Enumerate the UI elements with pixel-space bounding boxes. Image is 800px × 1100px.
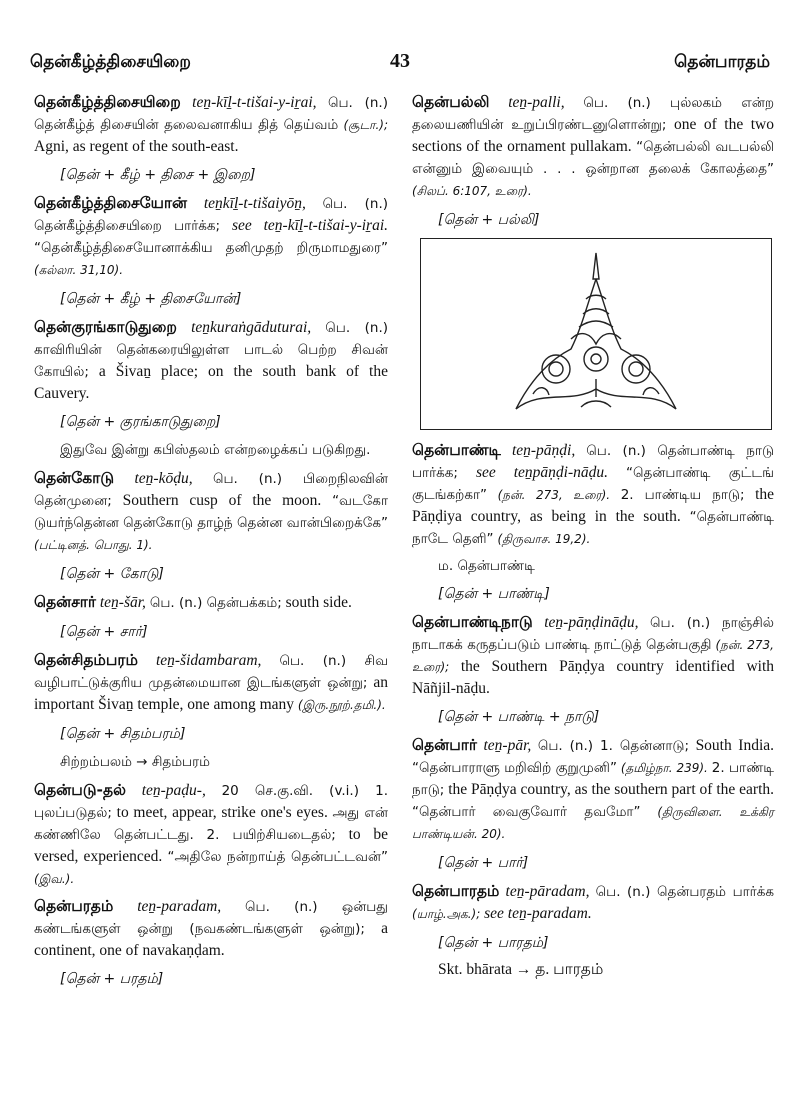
definition-tamil-2: 2. பயிற்சியடைதல்; xyxy=(206,827,336,843)
headword: தென்படு-தல் xyxy=(34,781,126,799)
transliteration: teṉ-pār, xyxy=(483,737,532,754)
headword: தென்கீழ்த்திசையிறை xyxy=(34,93,181,111)
gloss-english: a continent, one of navakaṇḍam. xyxy=(34,920,389,959)
headword: தென்சார் xyxy=(34,593,96,611)
source-ref: (நன். 273, உரை); xyxy=(412,638,774,674)
usage-note: இதுவே இன்று கபிஸ்தலம் என்றழைக்கப் படுகிறது. xyxy=(60,442,371,458)
entry-tenpar xyxy=(412,735,774,845)
left-column xyxy=(34,92,388,997)
definition-tamil: பெ. (n.) நாஞ்சில் நாடாகக் கருதப்படும் பாண்டி நாட்டுத் தென்பகுதி xyxy=(412,615,775,653)
cross-reference: see teṉ-kīḻ-t-tišai-y-iṟai. xyxy=(231,217,389,234)
entry-tenpandinadu xyxy=(412,612,774,699)
definition-tamil: பெ. (n.) தென்பக்கம்; xyxy=(149,595,282,611)
entry-tenpandi xyxy=(412,440,774,550)
right-column xyxy=(412,92,774,980)
quotation-2: “தென்பார் வைகுவோர் தவமோ” xyxy=(412,804,641,820)
entry-tenpalli xyxy=(412,92,774,202)
definition-tamil: 20 செ.கு.வி. (v.i.) 1. புலப்படுதல்; xyxy=(34,783,389,821)
etymology: [தென் + கீழ் + திசையோன்] xyxy=(60,291,242,307)
gloss-english: an important Šivaṉ temple, one among many xyxy=(34,674,388,713)
gloss-english: a Šivaṉ place; on the south bank of the Cauvery. xyxy=(34,363,388,402)
pullakam-ornament-drawing xyxy=(421,239,771,429)
definition-tamil: பெ. (n.) தென்கீழ்த்திசையிறை பார்க்க; xyxy=(34,196,389,234)
gloss-english: south side. xyxy=(285,594,352,611)
etymology: [தென் + பாரதம்] xyxy=(438,935,549,951)
gloss-english: Agni, as regent of the south-east. xyxy=(34,138,239,155)
headword: தென்பாண்டி xyxy=(412,441,501,459)
etymology: [தென் + கோடு] xyxy=(60,566,164,582)
quotation-2: “அதிலே நன்றாய்த் தென்பட்டவன்” xyxy=(167,849,388,865)
definition-tamil: பெ. (n.) சிவ வழிபாட்டுக்குரிய முதன்மையான இடங்களுள் ஒன்று; xyxy=(34,653,389,691)
quotation: “வடகோ டுயர்ந்தென்ன தென்கோடு தாழ்ந் தென்ன வான்பிறைக்கே” xyxy=(34,493,388,531)
etymology: [தென் + சிதம்பரம்] xyxy=(60,726,186,742)
page-number: 43 xyxy=(390,50,410,72)
etymology: [தென் + பாண்டி] xyxy=(438,586,550,602)
definition-tamil-2: 2. பாண்டி நாடு; xyxy=(412,760,775,798)
quotation: “தென்பல்லி வடபல்லி என்னும் இவையும் . . . ஒன்றான தலைக் கோலத்தை” xyxy=(412,139,775,177)
source-ref-2: (திருவாச. 19,2). xyxy=(497,532,591,546)
header-right-guideword: தென்பாரதம் xyxy=(674,52,770,72)
transliteration: teṉ-paḍu-, xyxy=(141,782,206,799)
entry-tenkurangaduturai xyxy=(34,317,388,404)
entry-tenkodu xyxy=(34,468,388,556)
source-ref: (இரு.நூற்.தமி.). xyxy=(297,698,386,712)
transliteration: teṉ-šidambaram, xyxy=(155,652,262,669)
gloss-english: one of the two sections of the ornament pullakam. xyxy=(412,116,775,155)
etymology: [தென் + பாண்டி + நாடு] xyxy=(438,709,600,725)
cognate-note: ம. தென்பாண்டி xyxy=(438,558,535,574)
transliteration: teṉ-kīḻ-t-tišai-y-iṟai, xyxy=(192,94,317,111)
headword: தென்குரங்காடுதுறை xyxy=(34,318,177,336)
quotation: “தென்பாராளு மறிவிற் குறுமுனி” xyxy=(412,760,617,776)
gloss-english: the Southern Pāṇḍya country identified with Nāñjil-nāḍu. xyxy=(412,658,774,697)
headword: தென்பாண்டிநாடு xyxy=(412,613,533,631)
headword: தென்சிதம்பரம் xyxy=(34,651,138,669)
source-ref: (நன். 273, உரை). xyxy=(497,488,611,502)
transliteration: teṉ-paradam, xyxy=(137,898,222,915)
entry-tenkiltisaiyirai xyxy=(34,92,388,157)
transliteration: teṉkīḻ-t-tišaiyōṉ, xyxy=(203,195,306,212)
header-left-guideword: தென்கீழ்த்திசையிறை xyxy=(30,52,191,72)
ornament-illustration xyxy=(420,238,772,430)
entry-tensidambaram xyxy=(34,650,388,716)
gloss-english: South India. xyxy=(695,737,775,754)
source-ref: (இவ.). xyxy=(34,872,75,886)
headword: தென்பாரதம் xyxy=(412,882,500,900)
entry-tenparadam xyxy=(34,896,388,961)
source-ref: (பட்டினத். பொது. 1). xyxy=(34,538,153,552)
source-ref-2: (திருவிளை. உக்கிர பாண்டியன். 20). xyxy=(412,805,774,841)
definition-tamil: பெ. (n.) தென்பாண்டி நாடு பார்க்க; xyxy=(412,443,775,481)
quotation-2: “தென்பாண்டி நாடே தெளி” xyxy=(412,509,774,547)
source-ref: (தமிழ்நா. 239). xyxy=(620,761,708,775)
quotation: “தென்கீழ்த்திசையோனாக்கிய தனிமுதற் றிருமாமதுரை” xyxy=(34,240,388,256)
gloss-english: Southern cusp of the moon. xyxy=(122,492,322,509)
entry-tensar xyxy=(34,592,388,614)
source-ref: (கல்லா. 31,10). xyxy=(34,263,124,277)
entry-tenpadu xyxy=(34,780,388,890)
definition-tamil: பெ. (n.) காவிரியின் தென்கரையிலுள்ள பாடல் பெற்ற சிவன் கோயில்; xyxy=(34,320,389,380)
headword: தென்பல்லி xyxy=(412,93,490,111)
headword: தென்கோடு xyxy=(34,469,115,487)
gloss-english-2: to be versed, experienced. xyxy=(34,826,388,865)
quotation: “தென்பாண்டி குட்டங் குடங்கற்கா” xyxy=(412,465,774,503)
transliteration: teṉ-kōḍu, xyxy=(134,470,193,487)
etymology: [தென் + பார்] xyxy=(438,855,529,871)
gloss-english: to meet, appear, strike one's eyes. xyxy=(116,804,328,821)
cross-reference: see teṉpāṇḍi-nāḍu. xyxy=(475,464,608,481)
etymology: [தென் + சார்] xyxy=(60,624,148,640)
page-header xyxy=(30,50,770,78)
definition-tamil: பெ. (n.) ஒன்பது கண்டங்களுள் ஒன்று (நவகண்டங்களுள் ஒன்று); xyxy=(34,899,389,937)
source-ref: (சிலப். 6:107, உரை). xyxy=(412,184,532,198)
definition-tamil: பெ. (n.) தென்பரதம் பார்க்க xyxy=(595,884,775,900)
etymology: [தென் + குரங்காடுதுறை] xyxy=(60,414,221,430)
entry-tenparadam-2 xyxy=(412,881,774,925)
transliteration: teṉ-šār, xyxy=(99,594,146,611)
definition-tamil-2: 2. பாண்டிய நாடு; xyxy=(620,487,745,503)
headword: தென்பரதம் xyxy=(34,897,114,915)
definition-tamil: பெ. (n.) புல்லகம் என்ற தலையணியின் உறுப்பிரண்டனுளொன்று; xyxy=(412,95,775,133)
headword: தென்பார் xyxy=(412,736,477,754)
transliteration: teṉkuraṅgāduturai, xyxy=(191,319,312,336)
gloss-english-2: the Pāṇḍya country, as the southern part of the earth. xyxy=(448,781,774,798)
definition-tamil: பெ. (n.) தென்கீழ்த் திசையின் தலைவனாகிய தித் தெய்வம் xyxy=(34,95,388,133)
headword: தென்கீழ்த்திசையோன் xyxy=(34,194,188,212)
entry-tenkiltisaiyon xyxy=(34,193,388,281)
gloss-english: the Pāṇḍiya country, as being in the south. xyxy=(412,486,775,525)
transliteration: teṉ-palli, xyxy=(508,94,565,111)
transliteration: teṉ-pāṇḍināḍu, xyxy=(544,614,639,631)
usage-note: சிற்றம்பலம் → சிதம்பரம் xyxy=(60,754,210,770)
source-ref: (யாழ்.அக.); xyxy=(412,907,481,921)
etymology: [தென் + கீழ் + திசை + இறை] xyxy=(60,167,256,183)
etymology: [தென் + பரதம்] xyxy=(60,971,164,987)
source-ref: (சூடா.); xyxy=(343,118,388,132)
etymology: [தென் + பல்லி] xyxy=(438,212,540,228)
quotation: அது என் கண்ணிலே தென்பட்டது. xyxy=(34,805,388,843)
transliteration: teṉ-pāradam, xyxy=(505,883,590,900)
definition-tamil: பெ. (n.) பிறைநிலவின் தென்முனை; xyxy=(34,471,389,509)
sanskrit-origin: Skt. bhārata → த. பாரதம் xyxy=(438,961,604,978)
transliteration: teṉ-pāṇḍi, xyxy=(511,442,576,459)
definition-tamil: பெ. (n.) 1. தென்னாடு; xyxy=(537,738,689,754)
cross-reference: see teṉ-paradam. xyxy=(484,905,592,922)
